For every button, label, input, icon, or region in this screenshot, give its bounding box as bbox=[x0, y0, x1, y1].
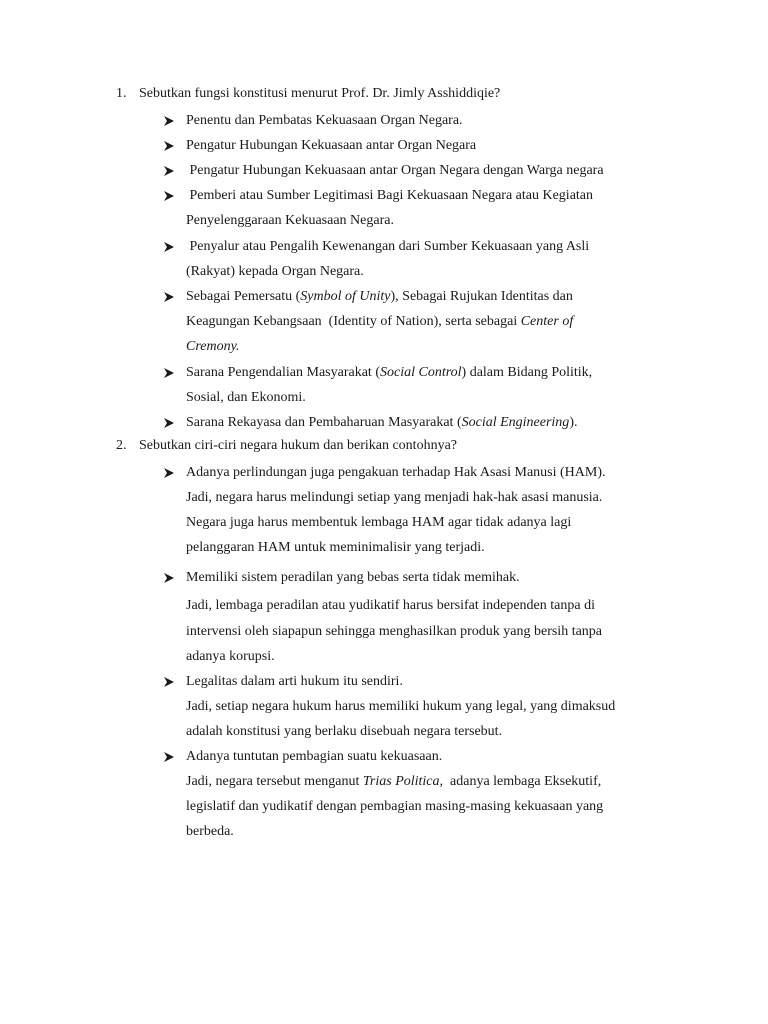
italic-term: Symbol of Unity bbox=[300, 289, 391, 304]
item-text: adanya korupsi. bbox=[186, 649, 275, 664]
item-text: Jadi, setiap negara hukum harus memiliki hukum yang legal, yang dimaksud bbox=[186, 699, 616, 714]
italic-term: Center of bbox=[520, 314, 574, 329]
arrow-bullet-icon bbox=[162, 568, 184, 588]
item-text bbox=[186, 337, 240, 357]
item-text bbox=[186, 363, 592, 383]
arrow-bullet-icon bbox=[162, 136, 184, 156]
item-text: Adanya tuntutan pembagian suatu kekuasaan. bbox=[186, 749, 443, 764]
item-text: Pengatur Hubungan Kekuasaan antar Organ Negara bbox=[186, 138, 477, 153]
question-text: Sebutkan ciri-ciri negara hukum dan berikan contohnya? bbox=[139, 438, 457, 453]
item-text-part: ). bbox=[569, 415, 578, 430]
italic-term: Trias Politica, bbox=[362, 774, 444, 789]
item-text: legislatif dan yudikatif dengan pembagian masing-masing kekuasaan yang bbox=[186, 799, 604, 814]
arrow-bullet-icon bbox=[162, 161, 184, 181]
item-text-part: ), Sebagai Rujukan Identitas dan bbox=[390, 289, 573, 304]
item-text: Pengatur Hubungan Kekuasaan antar Organ Negara dengan Warga negara bbox=[186, 163, 604, 178]
arrow-bullet-icon bbox=[162, 186, 184, 206]
item-text-part: Keagungan Kebangsaan (Identity of Nation), serta sebagai bbox=[186, 314, 521, 329]
arrow-bullet-icon bbox=[162, 413, 184, 433]
question-number: 1. bbox=[116, 86, 127, 101]
item-text: Penyalur atau Pengalih Kewenangan dari Sumber Kekuasaan yang Asli bbox=[186, 239, 590, 254]
arrow-bullet-icon bbox=[162, 237, 184, 257]
question-1 bbox=[116, 86, 500, 102]
arrow-bullet-icon bbox=[162, 463, 184, 483]
item-text-part: Sarana Rekayasa dan Pembaharuan Masyarakat ( bbox=[186, 415, 462, 430]
item-text bbox=[186, 413, 577, 433]
item-text: Penyelenggaraan Kekuasaan Negara. bbox=[186, 213, 394, 228]
item-text bbox=[186, 287, 573, 307]
item-text: Penentu dan Pembatas Kekuasaan Organ Negara. bbox=[186, 113, 463, 128]
item-text: Adanya perlindungan juga pengakuan terhadap Hak Asasi Manusi (HAM). bbox=[186, 465, 606, 480]
arrow-bullet-icon bbox=[162, 747, 184, 767]
item-text: pelanggaran HAM untuk meminimalisir yang terjadi. bbox=[186, 540, 485, 555]
item-text bbox=[186, 312, 573, 332]
item-text-part: Jadi, negara tersebut menganut bbox=[186, 774, 363, 789]
question-text: Sebutkan fungsi konstitusi menurut Prof. Dr. Jimly Asshiddiqie? bbox=[139, 86, 501, 101]
item-text: (Rakyat) kepada Organ Negara. bbox=[186, 264, 364, 279]
item-text-part: Sarana Pengendalian Masyarakat ( bbox=[186, 365, 380, 380]
item-text-part: ) dalam Bidang Politik, bbox=[461, 365, 593, 380]
item-text-part: adanya lembaga Eksekutif, bbox=[443, 774, 602, 789]
item-text: Legalitas dalam arti hukum itu sendiri. bbox=[186, 674, 403, 689]
item-text: intervensi oleh siapapun sehingga menghasilkan produk yang bersih tanpa bbox=[186, 624, 603, 639]
arrow-bullet-icon bbox=[162, 363, 184, 383]
item-text: berbeda. bbox=[186, 824, 234, 839]
item-text: Sosial, dan Ekonomi. bbox=[186, 390, 306, 405]
question-2 bbox=[116, 438, 457, 454]
italic-term: Social Control bbox=[379, 365, 462, 380]
arrow-bullet-icon bbox=[162, 111, 184, 131]
item-text: Memiliki sistem peradilan yang bebas serta tidak memihak. bbox=[186, 570, 520, 585]
item-text: Pemberi atau Sumber Legitimasi Bagi Kekuasaan Negara atau Kegiatan bbox=[186, 188, 594, 203]
item-text: Jadi, lembaga peradilan atau yudikatif harus bersifat independen tanpa di bbox=[186, 598, 595, 613]
italic-term: Cremony. bbox=[186, 339, 240, 354]
italic-term: Social Engineering bbox=[461, 415, 570, 430]
item-text: Jadi, negara harus melindungi setiap yang menjadi hak-hak asasi manusia. bbox=[186, 490, 603, 505]
item-text: adalah konstitusi yang berlaku disebuah negara tersebut. bbox=[186, 724, 503, 739]
item-text-part: Sebagai Pemersatu ( bbox=[186, 289, 301, 304]
question-number: 2. bbox=[116, 438, 127, 453]
item-text bbox=[186, 772, 601, 792]
item-text: Negara juga harus membentuk lembaga HAM agar tidak adanya lagi bbox=[186, 515, 572, 530]
arrow-bullet-icon bbox=[162, 672, 184, 692]
arrow-bullet-icon bbox=[162, 287, 184, 307]
